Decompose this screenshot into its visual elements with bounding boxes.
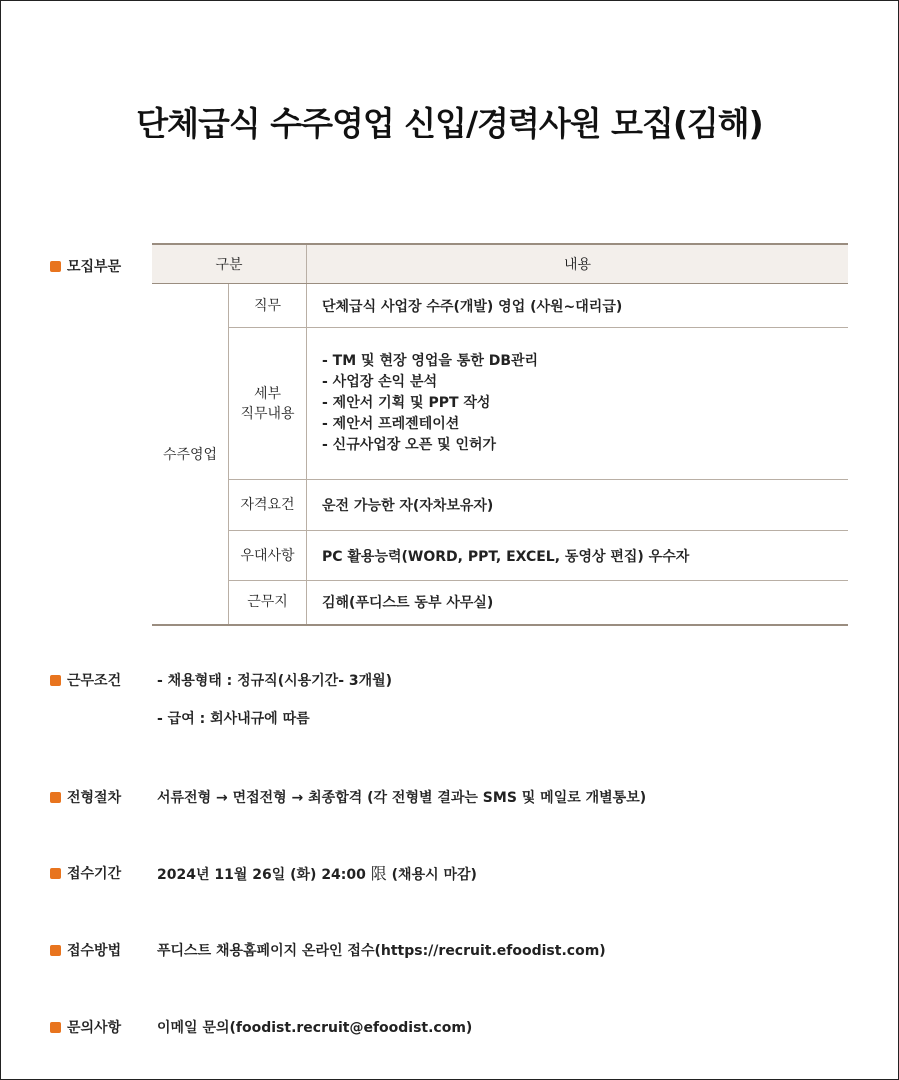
section-label-text: 접수방법	[67, 943, 122, 959]
content-cell	[307, 328, 849, 480]
section-label-method	[50, 940, 121, 960]
section-label-conditions	[50, 670, 121, 690]
period-text	[157, 861, 477, 884]
content-cell: 단체급식 사업장 수주(개발) 영업 (사원~대리급)	[307, 284, 849, 328]
category-cell: 우대사항	[229, 531, 307, 581]
section-label-text: 근무조건	[67, 673, 122, 689]
section-label-text: 접수기간	[67, 866, 122, 882]
header-category: 구분	[152, 244, 307, 284]
period-date: 2024년 11월 26일 (화) 24:00	[157, 867, 366, 883]
table-header-row	[152, 244, 848, 284]
period-note: (채용시 마감)	[391, 867, 477, 883]
section-label-contact	[50, 1017, 121, 1037]
category-cell: 근무지	[229, 581, 307, 625]
table-row	[152, 480, 848, 531]
bullet-square-icon	[50, 945, 61, 956]
section-label-period	[50, 863, 121, 883]
content-cell: PC 활용능력(WORD, PPT, EXCEL, 동영상 편집) 우수자	[307, 531, 849, 581]
period-hanja: 限	[370, 864, 387, 883]
contact-text: 이메일 문의(foodist.recruit@efoodist.com)	[157, 1020, 473, 1036]
category-text: 세부 직무내용	[240, 385, 295, 422]
content-cell: 운전 가능한 자(자차보유자)	[307, 480, 849, 531]
header-content: 내용	[307, 244, 849, 284]
section-label-text: 전형절차	[67, 790, 122, 806]
list-item: - 사업장 손익 분석	[322, 374, 438, 390]
bullet-square-icon	[50, 1022, 61, 1033]
category-cell: 직무	[229, 284, 307, 328]
process-text: 서류전형 → 면접전형 → 최종합격 (각 전형별 결과는 SMS 및 메일로 개별통보)	[157, 790, 647, 806]
list-item: - 신규사업장 오픈 및 인허가	[322, 437, 497, 453]
salary: - 급여 : 회사내규에 따름	[157, 711, 310, 727]
page-title: 단체급식 수주영업 신입/경력사원 모집(김해)	[136, 104, 763, 143]
table-row	[152, 284, 848, 328]
table-row	[152, 531, 848, 581]
category-cell	[229, 328, 307, 480]
bullet-square-icon	[50, 792, 61, 803]
detail-list	[322, 351, 848, 456]
section-label-process	[50, 787, 121, 807]
bullet-square-icon	[50, 261, 61, 272]
section-label-text: 문의사항	[67, 1020, 122, 1036]
section-label-text: 모집부문	[67, 259, 122, 275]
method-text: 푸디스트 채용홈페이지 온라인 접수(https://recruit.efoodist.com)	[157, 943, 606, 959]
list-item: - 제안서 프레젠테이션	[322, 416, 460, 432]
list-item: - TM 및 현장 영업을 통한 DB관리	[322, 353, 539, 369]
bullet-square-icon	[50, 868, 61, 879]
content-cell: 김해(푸디스트 동부 사무실)	[307, 581, 849, 625]
list-item: - 제안서 기획 및 PPT 작성	[322, 395, 491, 411]
table-row	[152, 581, 848, 625]
category-cell: 자격요건	[229, 480, 307, 531]
table-row	[152, 328, 848, 480]
recruit-table	[152, 243, 848, 626]
section-label-recruit	[50, 256, 121, 276]
employment-type: - 채용형태 : 정규직(시용기간- 3개월)	[157, 673, 393, 689]
group-cell: 수주영업	[152, 284, 229, 625]
bullet-square-icon	[50, 675, 61, 686]
